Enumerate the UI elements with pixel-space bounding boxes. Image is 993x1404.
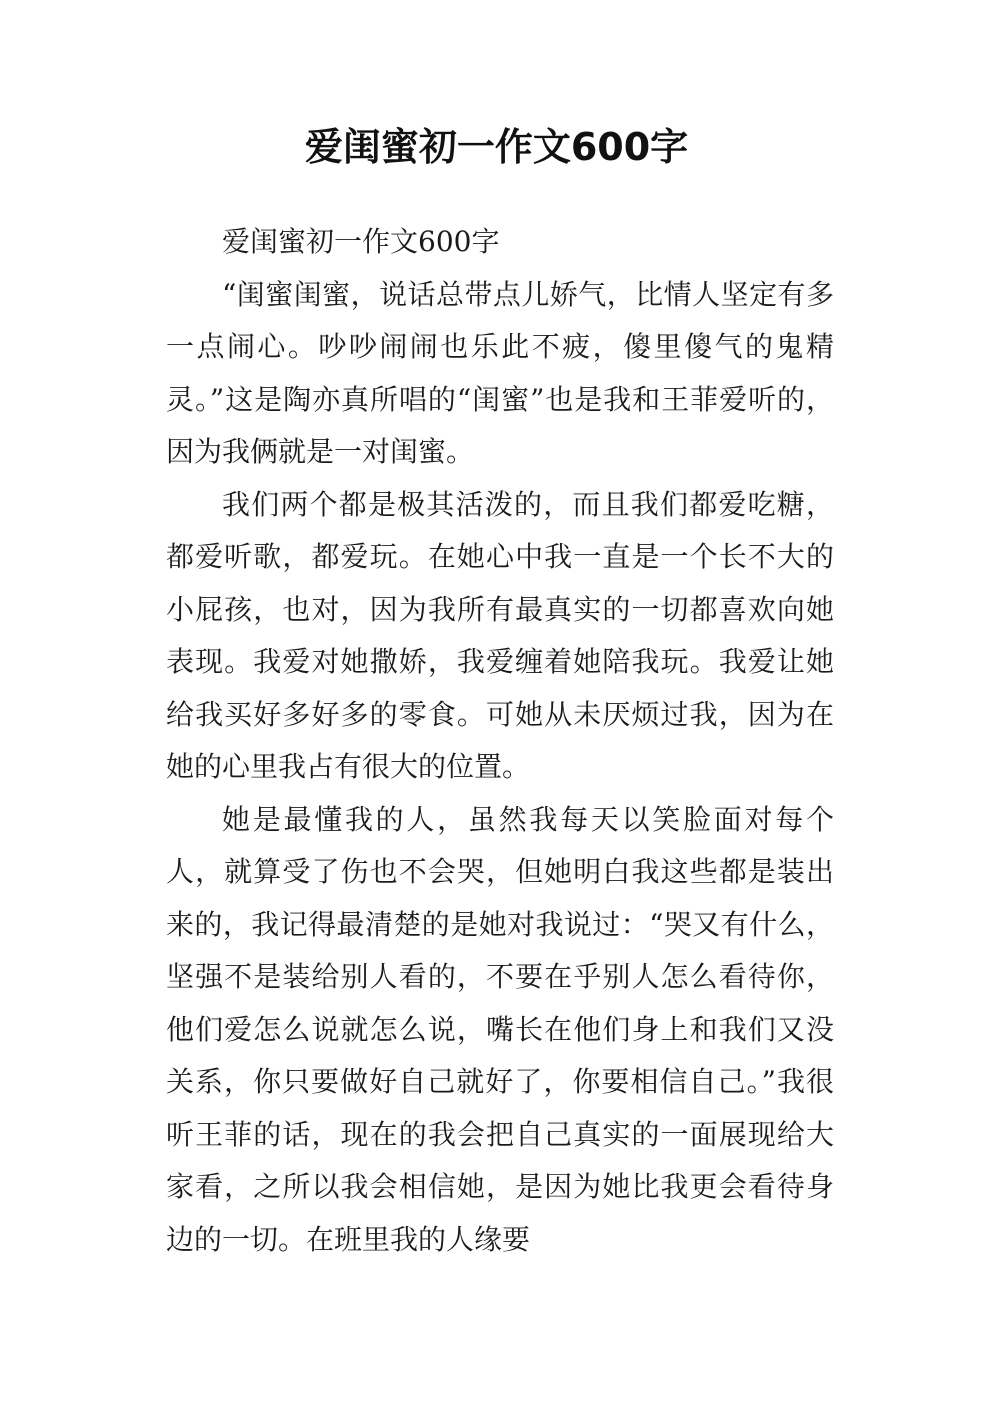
paragraph: “闺蜜闺蜜，说话总带点儿娇气，比情人坚定有多一点闹心。吵吵闹闹也乐此不疲，傻里傻气的鬼精灵。”这是陶亦真所唱的“闺蜜”也是我和王菲爱听的，因为我俩就是一对闺蜜。 bbox=[166, 277, 834, 468]
document-subtitle: 爱闺蜜初一作文600字 bbox=[222, 225, 500, 258]
paragraph: 她是最懂我的人，虽然我每天以笑脸面对每个人，就算受了伤也不会哭，但她明白我这些都是装出来的，我记得最清楚的是她对我说过：“哭又有什么，坚强不是装给别人看的，不要在乎别人怎么看待你，他们爱怎么说就怎么说，嘴长在他们身上和我们又没关系，你只要做好自己就好了，你要相信自己。”我很听王菲的话，现在的我会把自己真实的一面展现给大家看，之所以我会相信她，是因为她比我更会看待身边的一切。在班里我的人缘要 bbox=[166, 802, 834, 1256]
paragraph: 我们两个都是极其活泼的，而且我们都爱吃糖，都爱听歌，都爱玩。在她心中我一直是一个长不大的小屁孩，也对，因为我所有最真实的一切都喜欢向她表现。我爱对她撒娇，我爱缠着她陪我玩。我爱让她给我买好多好多的零食。可她从未厌烦过我，因为在她的心里我占有很大的位置。 bbox=[166, 487, 834, 783]
document-body bbox=[166, 216, 834, 1266]
document-title: 爱闺蜜初一作文600字 bbox=[304, 125, 689, 169]
